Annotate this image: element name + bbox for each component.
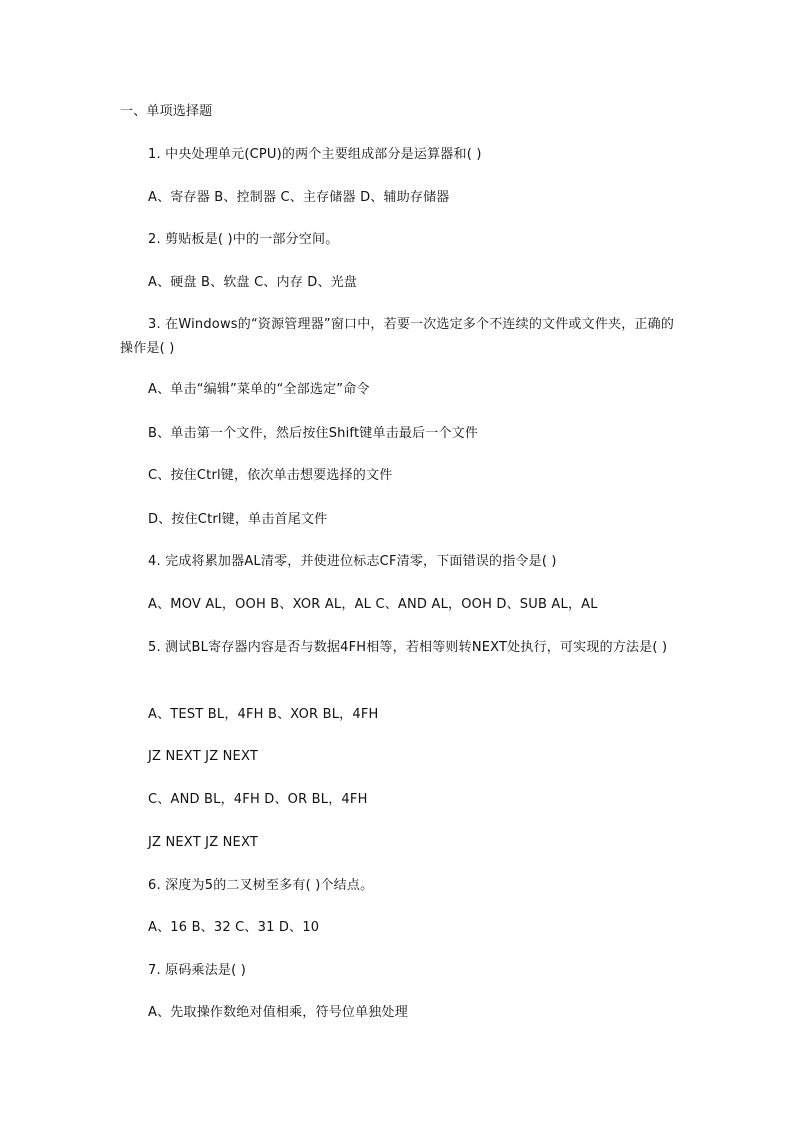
question-5-line-4: JZ NEXT JZ NEXT <box>148 835 258 850</box>
question-4-stem: 4. 完成将累加器AL清零，并使进位标志CF清零，下面错误的指令是( ) <box>148 554 557 569</box>
question-2-stem: 2. 剪贴板是( )中的一部分空间。 <box>148 232 339 247</box>
question-4-options: A、MOV AL，OOH B、XOR AL，AL C、AND AL，OOH D、SUB AL，AL <box>148 597 598 612</box>
question-2-options: A、硬盘 B、软盘 C、内存 D、光盘 <box>148 275 358 290</box>
question-7-option-a: A、先取操作数绝对值相乘，符号位单独处理 <box>148 1005 408 1020</box>
question-1-stem: 1. 中央处理单元(CPU)的两个主要组成部分是运算器和( ) <box>148 147 482 162</box>
section-title: 一、单项选择题 <box>120 104 213 119</box>
question-5-line-3: C、AND BL，4FH D、OR BL，4FH <box>148 792 368 807</box>
question-3-option-d: D、按住Ctrl键，单击首尾文件 <box>148 512 328 527</box>
question-1-options: A、寄存器 B、控制器 C、主存储器 D、辅助存储器 <box>148 190 450 205</box>
question-3-option-c: C、按住Ctrl键，依次单击想要选择的文件 <box>148 468 393 483</box>
question-5-stem: 5. 测试BL寄存器内容是否与数据4FH相等，若相等则转NEXT处执行，可实现的方法是( ) <box>148 640 668 655</box>
question-5-line-2: JZ NEXT JZ NEXT <box>148 749 258 764</box>
question-3-stem: 3. 在Windows的“资源管理器”窗口中，若要一次选定多个不连续的文件或文件夹，正确的操作是( ) <box>120 317 675 356</box>
question-5-line-1: A、TEST BL，4FH B、XOR BL，4FH <box>148 707 379 722</box>
question-7-stem: 7. 原码乘法是( ) <box>148 963 247 978</box>
question-3-option-a: A、单击“编辑”菜单的“全部选定”命令 <box>148 382 370 397</box>
question-6-stem: 6. 深度为5的二叉树至多有( )个结点。 <box>148 878 374 893</box>
question-6-options: A、16 B、32 C、31 D、10 <box>148 920 320 935</box>
question-3-option-b: B、单击第一个文件，然后按住Shift键单击最后一个文件 <box>148 426 479 441</box>
